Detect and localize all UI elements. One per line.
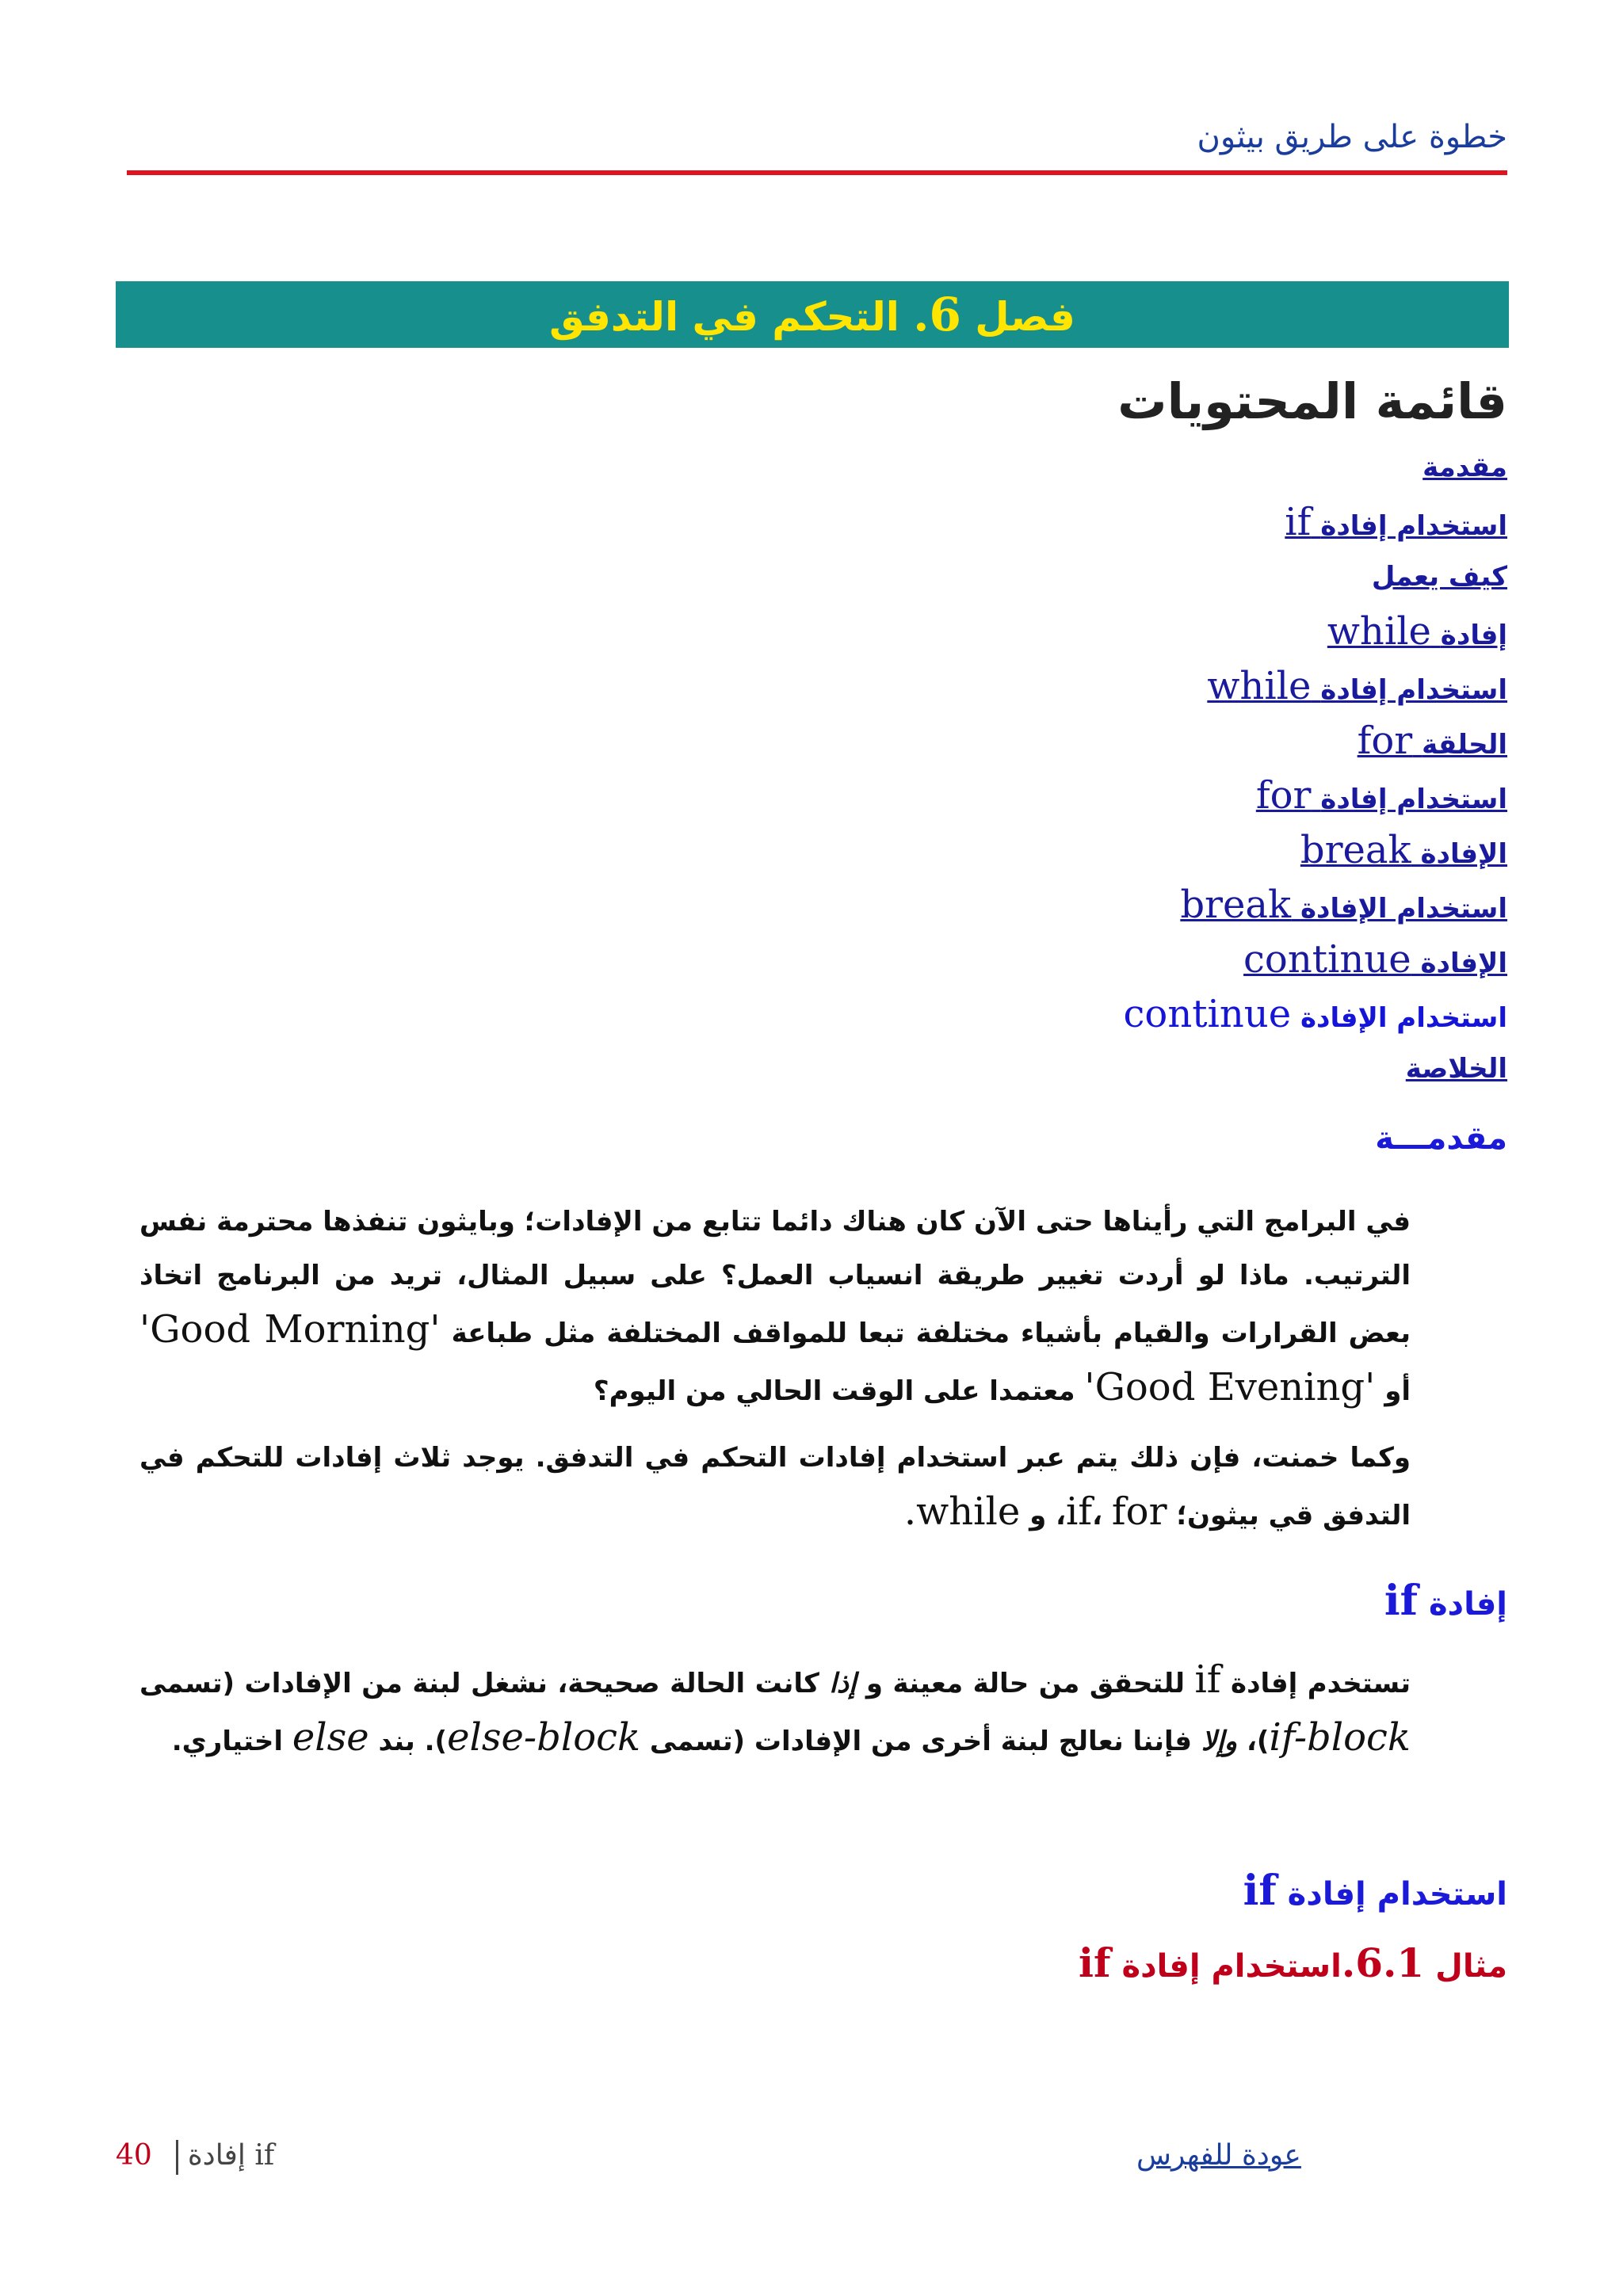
if-statement-heading: إفادة if — [1384, 1577, 1507, 1625]
chapter-title — [549, 288, 1075, 341]
intro-heading: مقدمـــة — [1375, 1120, 1507, 1157]
toc-link-using-while[interactable]: استخدام إفادة while — [1207, 664, 1507, 708]
toc-link-intro[interactable]: مقدمة — [1423, 452, 1507, 483]
if-statement-paragraph: تستخدم إفادة if للتحقق من حالة معينة و إذا كانت الحالة صحيحة، نشغل لبنة من الإفادات (تسمى if-block)، وإلا فإننا نعالج لبنة أخرى من الإفادات (تسمى else-block). بند else اختياري. — [139, 1657, 1411, 1760]
toc-link-using-for[interactable]: استخدام إفادة for — [1255, 773, 1507, 818]
table-of-contents — [1124, 444, 1507, 1100]
footer-page-info — [116, 2139, 274, 2175]
toc-link-using-break[interactable]: استخدام الإفادة break — [1180, 883, 1507, 927]
toc-item — [1124, 772, 1507, 826]
running-header-title: خطوة على طريق بيثون — [1197, 119, 1507, 155]
back-to-index-link[interactable]: عودة للفهرس — [1136, 2139, 1301, 2172]
toc-link-while[interactable]: إفادة while — [1327, 609, 1507, 654]
toc-item — [1124, 936, 1507, 990]
chapter-prefix: فصل — [975, 294, 1075, 340]
chapter-title-bar — [116, 281, 1509, 348]
toc-heading: قائمة المحتويات — [1117, 372, 1507, 430]
intro-paragraph-2: وكما خمنت، فإن ذلك يتم عبر استخدام إفادات التحكم في التدفق. يوجد ثلاث إفادات للتحكم في التدفق قي بيثون؛ if، for، و while. — [139, 1442, 1411, 1534]
toc-item — [1124, 662, 1507, 717]
toc-item — [1124, 608, 1507, 662]
using-if-heading: استخدام إفادة if — [1243, 1867, 1507, 1915]
example-caption: مثال 6.1.استخدام إفادة if — [1079, 1939, 1507, 1986]
toc-item — [1124, 826, 1507, 881]
toc-link-using-continue[interactable]: استخدام الإفادة continue — [1123, 992, 1507, 1036]
toc-item — [1124, 881, 1507, 936]
toc-link-for-loop[interactable]: الحلقة for — [1357, 719, 1507, 763]
page-number: 40 — [116, 2139, 152, 2172]
toc-link-break[interactable]: الإفادة break — [1300, 828, 1507, 872]
header-rule — [127, 170, 1507, 175]
intro-paragraph-1: في البرامج التي رأيناها حتى الآن كان هناك دائما تتابع من الإفادات؛ وبايثون تنفذها محترمة نفس الترتيب. ماذا لو أردت تغيير طريقة انسياب العمل؟ على سبيل المثال، تريد من البرنامج اتخاذ بعض القرارات والقيام بأشياء مختلفة تبعا للمواقف المختلفة مثل طباعة 'Good Morning' أو 'Good Evening' معتمدا على الوقت الحالي من اليوم؟ — [139, 1206, 1411, 1409]
toc-link-continue[interactable]: الإفادة continue — [1243, 937, 1507, 982]
toc-link-using-if[interactable]: استخدام إفادة if — [1285, 500, 1507, 544]
toc-item — [1124, 553, 1507, 608]
toc-item — [1124, 1045, 1507, 1100]
footer-section-title: إفادة if — [187, 2139, 275, 2172]
toc-item — [1124, 990, 1507, 1045]
toc-item — [1124, 498, 1507, 553]
toc-link-how-it-works[interactable]: كيف يعمل — [1371, 561, 1507, 593]
chapter-name: التحكم في التدفق — [549, 294, 899, 340]
toc-item — [1124, 444, 1507, 498]
footer-separator — [176, 2140, 178, 2175]
toc-item — [1124, 717, 1507, 772]
toc-link-summary[interactable]: الخلاصة — [1405, 1053, 1507, 1085]
chapter-number: 6. — [913, 288, 961, 341]
